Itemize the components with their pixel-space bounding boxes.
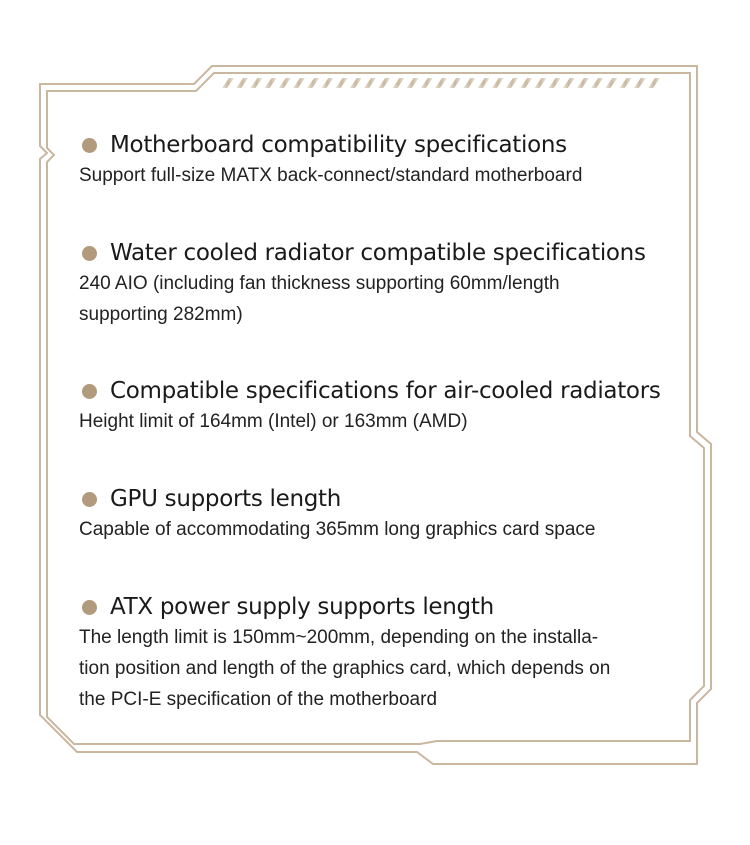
spec-section-water-cooled — [79, 238, 689, 330]
stripe-mark — [534, 78, 546, 88]
stripe-mark — [648, 78, 660, 88]
stripe-mark — [378, 78, 390, 88]
stripe-mark — [634, 78, 646, 88]
section-title: ATX power supply supports length — [110, 594, 494, 620]
stripe-mark — [265, 78, 277, 88]
spec-section-atx-power — [79, 592, 689, 715]
bullet-dot-icon — [82, 384, 97, 399]
section-title: GPU supports length — [110, 486, 342, 512]
section-line: supporting 282mm) — [79, 304, 243, 325]
stripe-mark — [250, 78, 262, 88]
section-heading — [79, 376, 689, 406]
stripe-mark — [449, 78, 461, 88]
stripe-mark — [577, 78, 589, 88]
stripe-mark — [392, 78, 404, 88]
section-line: The length limit is 150mm~200mm, depending on the installa- — [79, 627, 599, 648]
stripe-mark — [236, 78, 248, 88]
stripe-mark — [293, 78, 305, 88]
stripe-mark — [336, 78, 348, 88]
diagonal-stripe-decoration — [222, 78, 660, 88]
bullet-dot-icon — [82, 246, 97, 261]
section-line: Capable of accommodating 365mm long graphics card space — [79, 519, 596, 540]
stripe-mark — [279, 78, 291, 88]
stripe-mark — [222, 78, 234, 88]
stripe-mark — [421, 78, 433, 88]
section-title: Water cooled radiator compatible specifications — [110, 240, 646, 266]
spec-section-motherboard — [79, 130, 689, 191]
stripe-mark — [407, 78, 419, 88]
section-line: the PCI-E specification of the motherboard — [79, 689, 438, 710]
stripe-mark — [591, 78, 603, 88]
stripe-mark — [478, 78, 490, 88]
stripe-mark — [549, 78, 561, 88]
stripe-mark — [492, 78, 504, 88]
section-line: Height limit of 164mm (Intel) or 163mm (AMD) — [79, 411, 468, 432]
bullet-dot-icon — [82, 492, 97, 507]
stripe-mark — [520, 78, 532, 88]
section-heading — [79, 238, 689, 268]
section-line: Support full-size MATX back-connect/standard motherboard — [79, 165, 583, 186]
section-heading — [79, 130, 689, 160]
stripe-mark — [321, 78, 333, 88]
stripe-mark — [463, 78, 475, 88]
section-title: Compatible specifications for air-cooled radiators — [110, 378, 661, 404]
stripe-mark — [605, 78, 617, 88]
stripe-mark — [307, 78, 319, 88]
stripe-mark — [620, 78, 632, 88]
spec-section-gpu — [79, 484, 689, 545]
section-title: Motherboard compatibility specifications — [110, 132, 567, 158]
bullet-dot-icon — [82, 138, 97, 153]
section-heading — [79, 592, 689, 622]
stripe-mark — [563, 78, 575, 88]
stripe-mark — [350, 78, 362, 88]
spec-section-air-cooled — [79, 376, 689, 437]
section-line: tion position and length of the graphics card, which depends on — [79, 658, 611, 679]
stripe-mark — [506, 78, 518, 88]
bullet-dot-icon — [82, 600, 97, 615]
stripe-mark — [364, 78, 376, 88]
section-line: 240 AIO (including fan thickness supporting 60mm/length — [79, 273, 560, 294]
section-heading — [79, 484, 689, 514]
stripe-mark — [435, 78, 447, 88]
